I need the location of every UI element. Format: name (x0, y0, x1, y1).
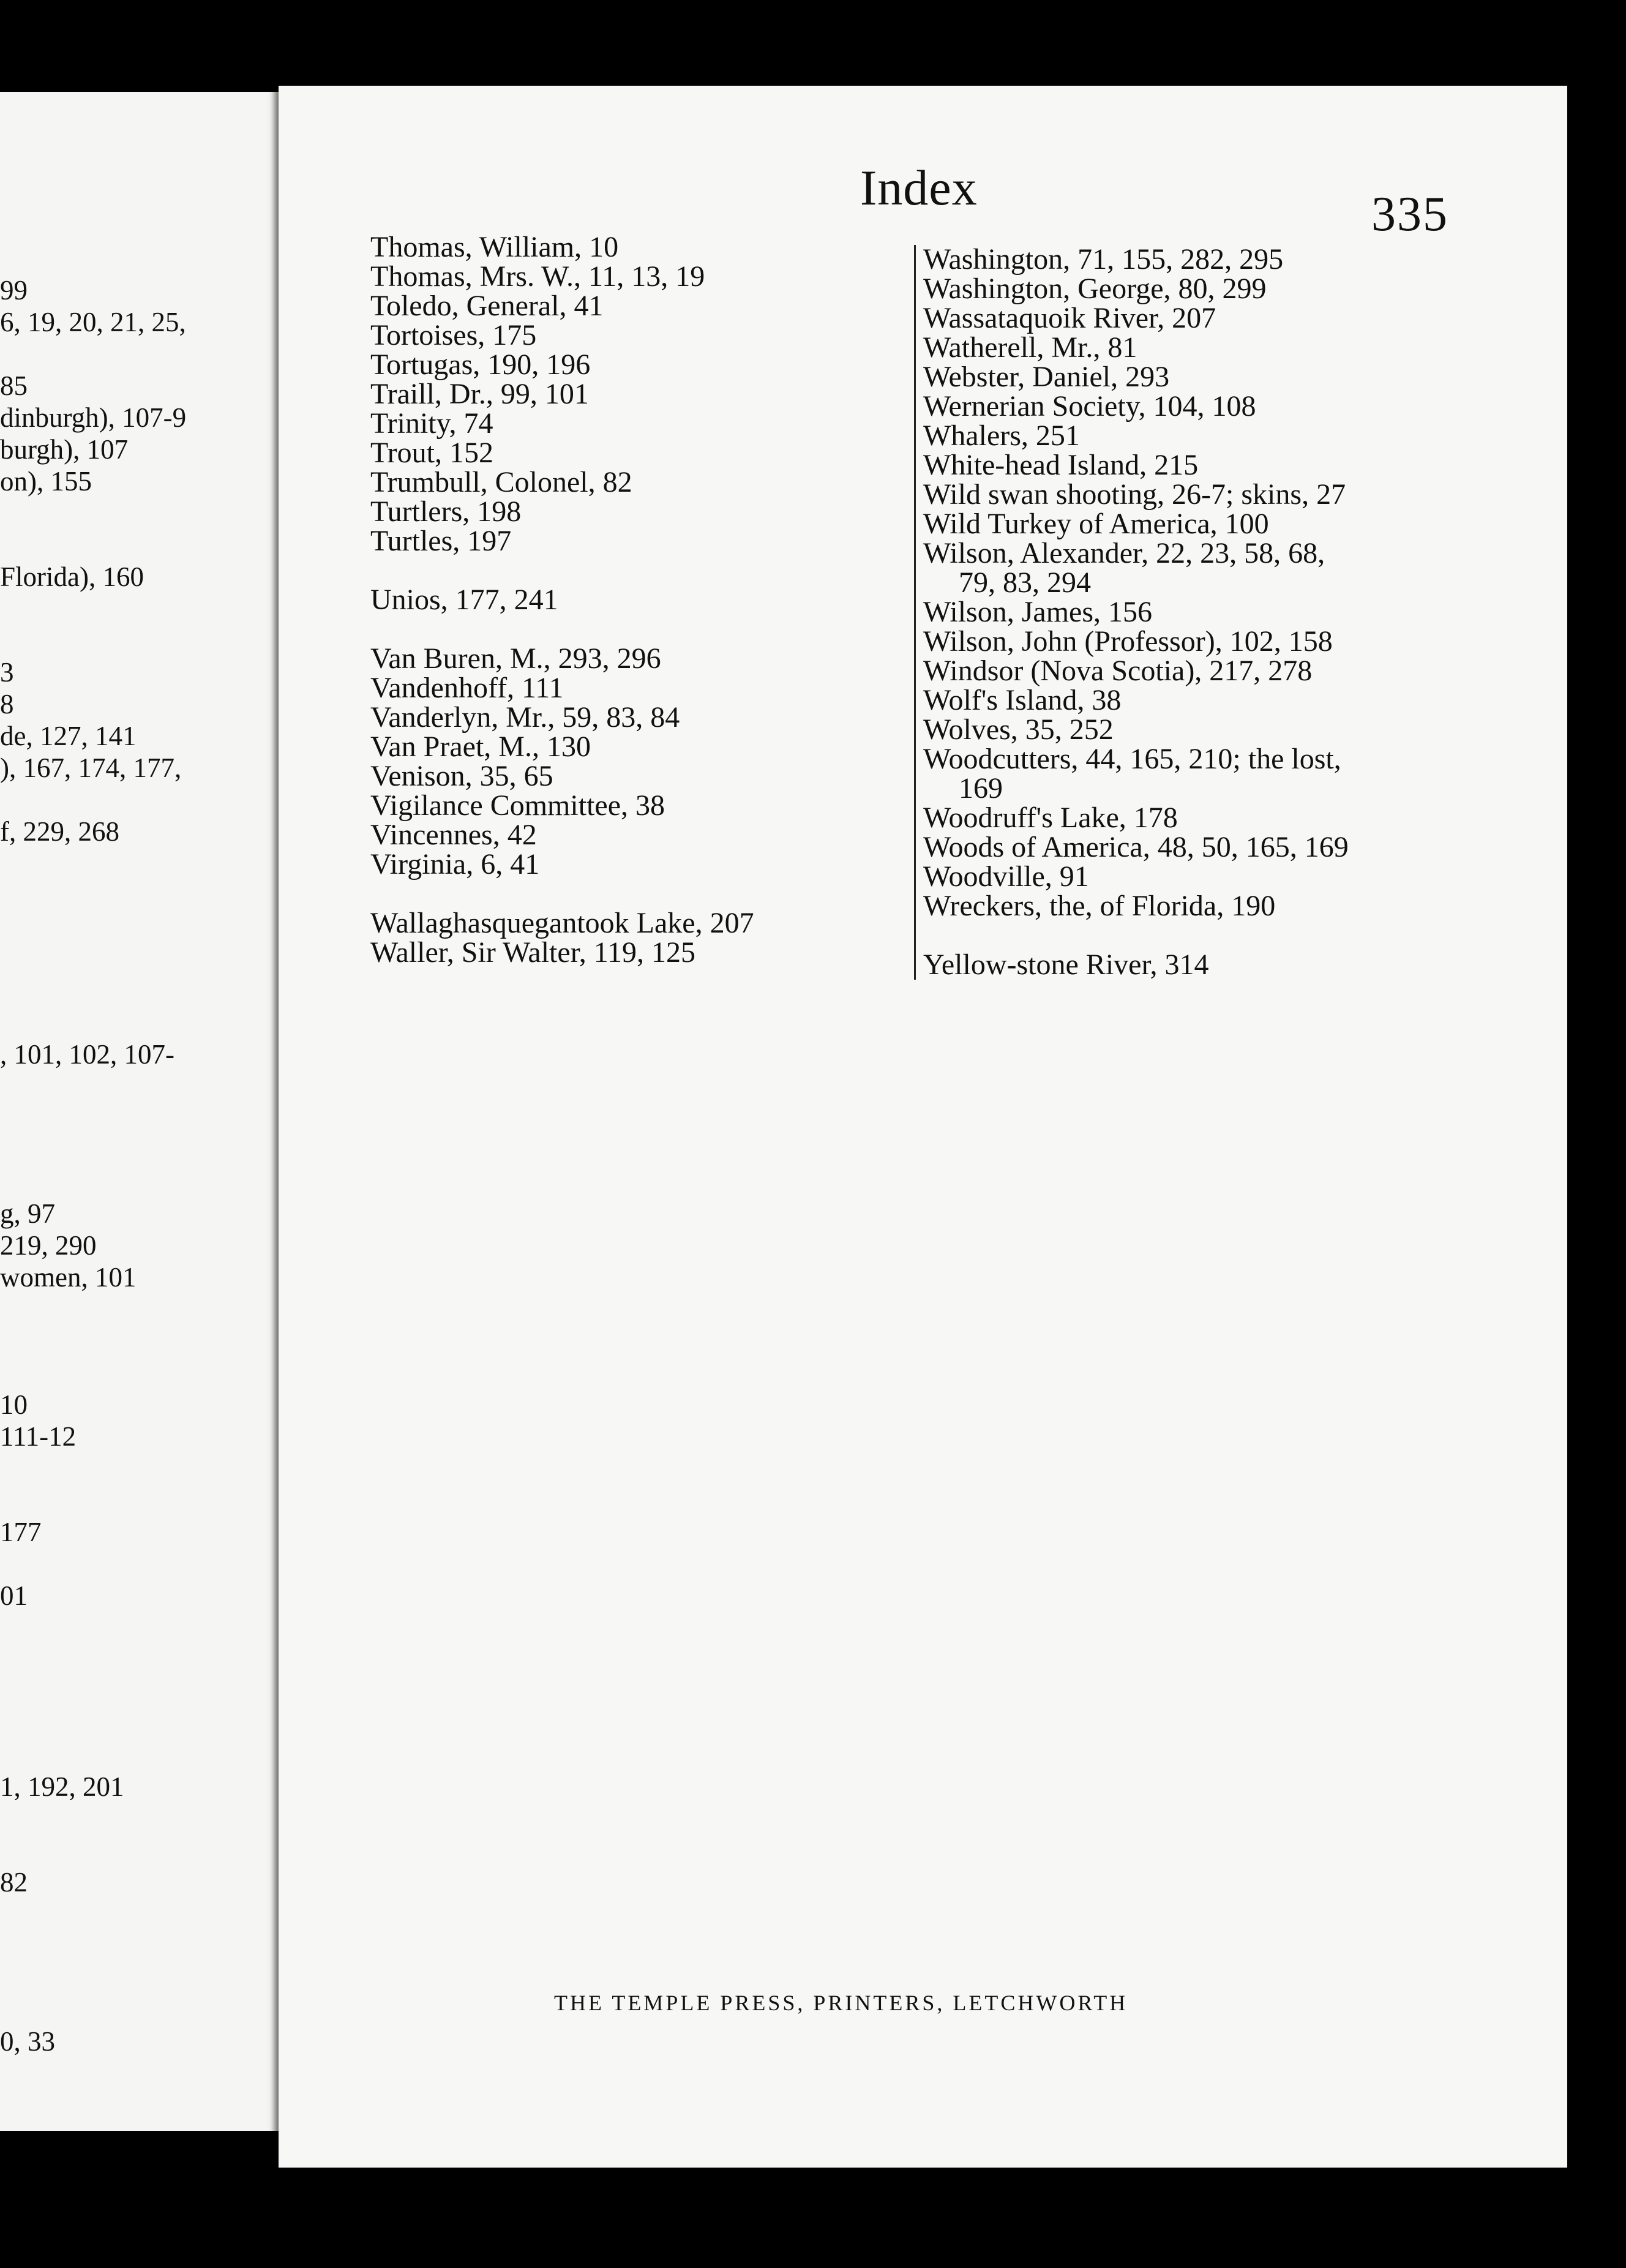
index-entry: Woodville, 91 (923, 860, 1089, 893)
index-entry: Tortoises, 175 (370, 319, 537, 351)
left-page-fragment: 8 (0, 689, 14, 719)
index-entry: Vanderlyn, Mr., 59, 83, 84 (370, 701, 680, 734)
left-page-fragment: 219, 290 (0, 1230, 97, 1261)
index-entry: Yellow-stone River, 314 (923, 948, 1209, 981)
index-entry: Wreckers, the, of Florida, 190 (923, 890, 1276, 922)
index-column-1 (370, 233, 921, 967)
left-page-fragment: 82 (0, 1867, 28, 1898)
left-page-fragment: 177 (0, 1517, 42, 1547)
index-entry: 169 (959, 772, 1003, 805)
section-gap (370, 615, 921, 644)
index-entry: Tortugas, 190, 196 (370, 348, 591, 381)
left-page-fragment: 10 (0, 1389, 28, 1420)
left-page-fragment: 6, 19, 20, 21, 25, (0, 307, 186, 337)
index-entry: Vigilance Committee, 38 (370, 789, 665, 822)
index-entry: Venison, 35, 65 (370, 760, 553, 792)
left-page-fragment: 3 (0, 657, 14, 688)
index-entry: Wilson, John (Professor), 102, 158 (923, 625, 1333, 658)
left-page-fragment: 01 (0, 1580, 28, 1611)
index-entry: Whalers, 251 (923, 419, 1080, 452)
left-page-fragment: burgh), 107 (0, 434, 129, 465)
index-entry: Wolves, 35, 252 (923, 713, 1114, 746)
index-entry: Trinity, 74 (370, 407, 493, 440)
index-entry: Thomas, William, 10 (370, 231, 619, 263)
index-entry: Windsor (Nova Scotia), 217, 278 (923, 655, 1313, 687)
section-gap (370, 879, 921, 909)
index-entry: Vandenhoff, 111 (370, 672, 564, 704)
index-entry: Woodruff's Lake, 178 (923, 802, 1178, 834)
page-title: Index (860, 160, 978, 216)
left-page-fragment: on), 155 (0, 466, 92, 497)
index-entry: Woodcutters, 44, 165, 210; the lost, (923, 743, 1341, 775)
left-page-fragment: 111-12 (0, 1421, 77, 1452)
index-entry: Washington, 71, 155, 282, 295 (923, 243, 1284, 276)
index-entry: Turtlers, 198 (370, 495, 522, 528)
left-page-fragment: 1, 192, 201 (0, 1771, 124, 1802)
left-page-fragment: f, 229, 268 (0, 816, 119, 847)
index-column-2 (914, 245, 1474, 980)
left-page-fragment: , 101, 102, 107- (0, 1039, 174, 1070)
index-entry: Watherell, Mr., 81 (923, 331, 1137, 364)
index-entry: Wild swan shooting, 26-7; skins, 27 (923, 478, 1346, 511)
left-page-fragment: 99 (0, 275, 28, 306)
index-entry: Wolf's Island, 38 (923, 684, 1122, 716)
index-entry: Waller, Sir Walter, 119, 125 (370, 936, 695, 969)
page-number: 335 (1371, 187, 1448, 241)
index-entry: Trumbull, Colonel, 82 (370, 466, 632, 498)
right-page (279, 86, 1567, 2168)
index-entry: Wassataquoik River, 207 (923, 302, 1216, 334)
index-entry: Van Buren, M., 293, 296 (370, 642, 661, 675)
left-page-fragment: 0, 33 (0, 2026, 55, 2057)
left-page-fragment: women, 101 (0, 1262, 137, 1293)
index-entry: Virginia, 6, 41 (370, 848, 540, 881)
printer-imprint: THE TEMPLE PRESS, PRINTERS, LETCHWORTH (554, 1991, 1128, 2015)
index-entry: Vincennes, 42 (370, 819, 537, 851)
left-page-fragment: de, 127, 141 (0, 721, 137, 751)
left-page-fragment: g, 97 (0, 1198, 55, 1229)
left-page-fragment: Florida), 160 (0, 561, 144, 592)
section-gap (370, 556, 921, 585)
left-page-fragment: 85 (0, 370, 28, 401)
index-entry: Unios, 177, 241 (370, 584, 558, 616)
index-entry: 79, 83, 294 (959, 566, 1091, 599)
index-entry: Toledo, General, 41 (370, 290, 604, 322)
index-entry: Woods of America, 48, 50, 165, 169 (923, 831, 1349, 863)
index-entry: Trout, 152 (370, 437, 493, 469)
left-page-fragment: dinburgh), 107-9 (0, 402, 187, 433)
index-entry: Wilson, James, 156 (923, 596, 1153, 628)
index-entry: Wilson, Alexander, 22, 23, 58, 68, (923, 537, 1325, 569)
index-entry: White-head Island, 215 (923, 449, 1199, 481)
index-entry: Turtles, 197 (370, 525, 512, 557)
section-gap (923, 921, 1474, 950)
index-entry: Van Praet, M., 130 (370, 730, 591, 763)
left-page-fragment: ), 167, 174, 177, (0, 753, 182, 783)
left-page (0, 92, 309, 2131)
index-entry: Webster, Daniel, 293 (923, 361, 1170, 393)
index-entry: Wild Turkey of America, 100 (923, 508, 1269, 540)
index-entry: Wernerian Society, 104, 108 (923, 390, 1256, 422)
index-entry: Thomas, Mrs. W., 11, 13, 19 (370, 260, 705, 293)
index-entry: Traill, Dr., 99, 101 (370, 378, 589, 410)
index-entry: Wallaghasquegantook Lake, 207 (370, 907, 754, 939)
index-entry: Washington, George, 80, 299 (923, 272, 1267, 305)
